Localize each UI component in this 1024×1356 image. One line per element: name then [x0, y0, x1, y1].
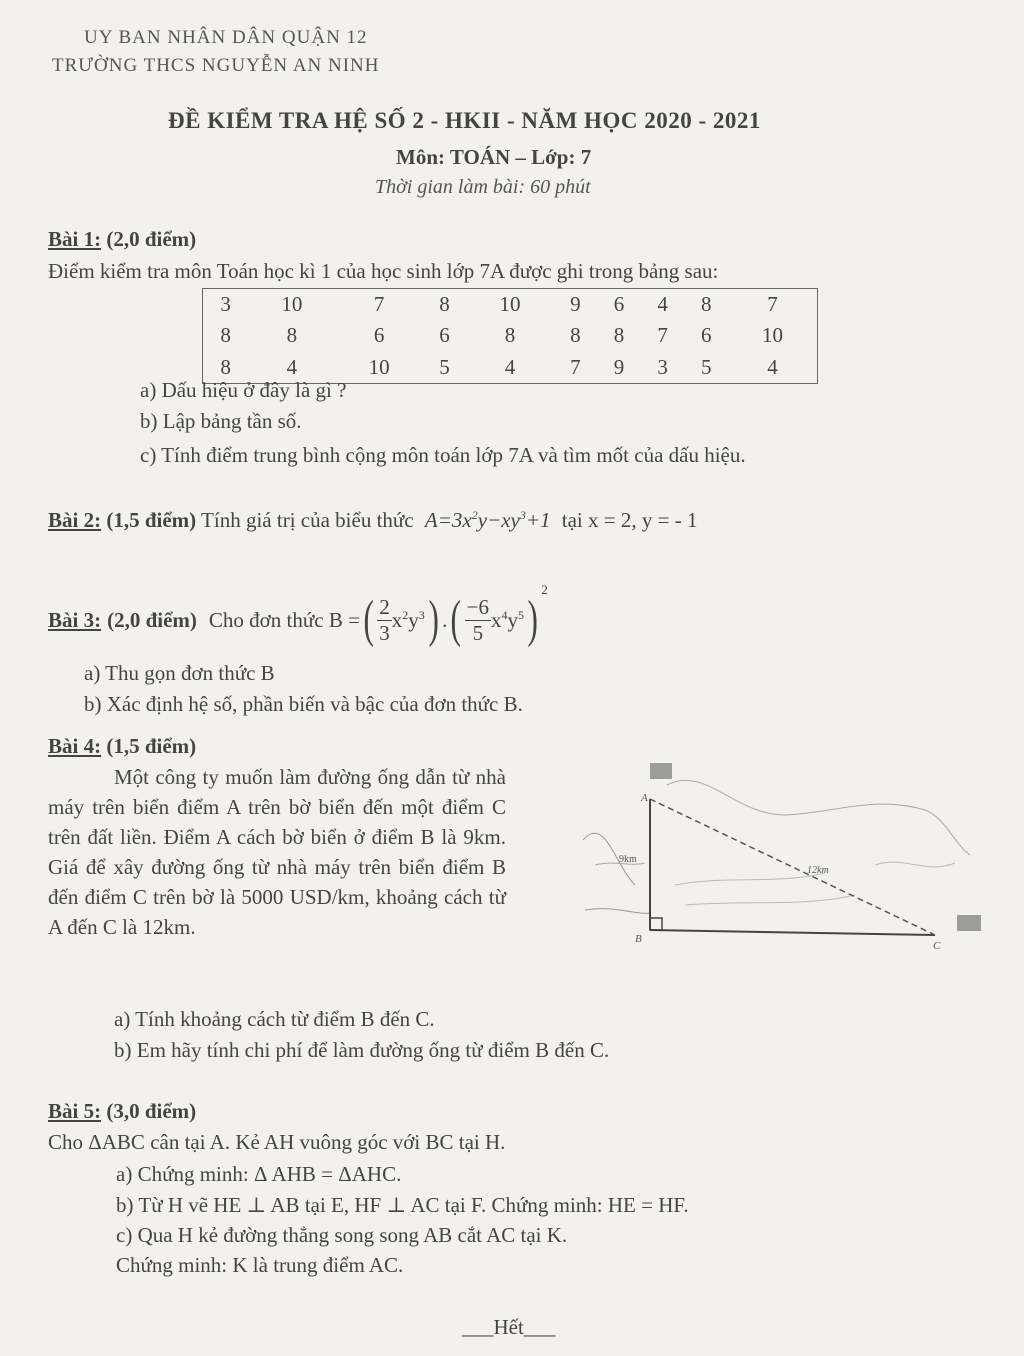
paren-close-2: ): [527, 591, 538, 648]
bai1-question-a: a) Dấu hiệu ở đây là gì ?: [140, 378, 347, 402]
table-cell: 8: [570, 323, 581, 348]
table-cell: 8: [701, 292, 712, 317]
outer-exponent: 2: [541, 582, 548, 597]
table-cell: 4: [657, 292, 668, 317]
bai1-question-b: b) Lập bảng tần số.: [140, 409, 302, 433]
expr-term2: y: [477, 508, 488, 532]
bai3-question-b: b) Xác định hệ số, phần biến và bậc của đơn thức B.: [84, 692, 523, 716]
bai3-points: (2,0 điểm): [107, 607, 197, 632]
table-cell: 10: [281, 292, 303, 317]
expr-term3: xy: [501, 508, 520, 532]
label-9km: 9km: [619, 854, 637, 865]
expr-lhs: A: [424, 508, 438, 532]
bai5-intro: Cho ΔABC cân tại A. Kẻ AH vuông góc với BC tại H.: [48, 1130, 506, 1154]
bai1-heading: [48, 227, 196, 252]
table-row: [203, 289, 818, 321]
table-cell: 3: [657, 354, 668, 379]
sea-wave-top: [667, 780, 970, 855]
segment-bc: [650, 930, 935, 935]
bai4-paragraph: Một công ty muốn làm đường ống dẫn từ nhà máy trên biển điểm A trên bờ biển đến một điểm C trên đất liền. Điểm A cách bờ biển ở điểm B là 9km. Giá để xây đường ống từ nhà máy trên biển điểm B đến điểm C trên bờ là 5000 USD/km, khoảng cách từ A đến C là 12km.: [48, 765, 506, 939]
bai5-question-b: b) Từ H vẽ HE ⊥ AB tại E, HF ⊥ AC tại F. Chứng minh: HE = HF.: [116, 1193, 689, 1217]
table-cell: 8: [286, 323, 298, 348]
table-cell: 10: [499, 292, 521, 317]
table-cell: 8: [439, 292, 450, 317]
factory-icon: [650, 763, 672, 779]
bai2-label: Bài 2:: [48, 508, 102, 532]
bai5-question-c: c) Qua H kẻ đường thẳng song song AB cắt AC tại K.: [116, 1223, 568, 1247]
table-cell: 8: [504, 323, 516, 348]
expr-minus: −: [487, 508, 502, 532]
table-cell: 5: [439, 354, 450, 379]
table-cell: 9: [570, 292, 581, 317]
sea-wave-1: [675, 873, 825, 885]
table-cell: 6: [373, 323, 385, 348]
fraction-2-3: $\frac{2}{3}$: [379, 594, 390, 645]
bai3-label: Bài 3:: [48, 607, 102, 632]
exam-title: ĐỀ KIỂM TRA HỆ SỐ 2 - HKII - NĂM HỌC 2020 - 2021: [168, 108, 761, 133]
right-angle-mark: [650, 918, 662, 930]
exam-time: Thời gian làm bài: 60 phút: [375, 176, 591, 198]
bai3-text: Cho đơn thức B =: [208, 607, 360, 632]
table-cell: 4: [767, 354, 778, 379]
table-cell: 9: [613, 354, 625, 379]
exam-subject: Môn: TOÁN – Lớp: 7: [396, 145, 592, 169]
bai5-points: (3,0 điểm): [106, 1099, 197, 1123]
school-header: TRƯỜNG THCS NGUYỄN AN NINH: [52, 55, 380, 76]
table-cell: 4: [286, 354, 298, 379]
score-table: [202, 288, 818, 384]
bai2-line: [48, 508, 697, 533]
product-dot: .: [442, 607, 448, 632]
bai5-label: Bài 5:: [48, 1099, 102, 1123]
table-cell: 7: [767, 292, 778, 317]
paren-open-2: (: [450, 591, 462, 648]
bai2-expression: [425, 508, 556, 532]
label-point-c: C: [933, 940, 941, 952]
table-cell: 4: [504, 354, 516, 379]
district-header: UY BAN NHÂN DÂN QUẬN 12: [84, 27, 368, 48]
table-cell: 3: [220, 292, 231, 317]
expr-eq: =: [437, 508, 452, 532]
factory-icon-c: [957, 915, 981, 931]
expr-plus: +1: [525, 508, 551, 532]
sea-wave-3: [875, 862, 955, 867]
paren-open-1: (: [363, 591, 374, 648]
bai1-intro: Điểm kiểm tra môn Toán học kì 1 của học sinh lớp 7A được ghi trong bảng sau:: [48, 259, 719, 283]
bai3-line: [48, 580, 548, 660]
monomial-1: $x^2y^3$: [391, 607, 425, 632]
label-point-b: B: [635, 933, 642, 945]
table-cell: 7: [570, 354, 581, 379]
table-cell: 6: [613, 292, 625, 317]
expr-exp1: 2: [471, 508, 478, 522]
table-cell: 10: [762, 323, 784, 348]
sea-wave-2: [685, 895, 855, 905]
bai2-condition: tại x = 2, y = - 1: [561, 508, 698, 532]
label-point-a: A: [641, 792, 648, 804]
table-row: [203, 320, 818, 351]
monomial-2: $x^4y^5$: [491, 607, 524, 632]
table-cell: 8: [220, 354, 231, 379]
fraction-neg6-5: $\frac{-6}{5}$: [466, 594, 489, 645]
bai2-points: (1,5 điểm): [106, 508, 197, 532]
bai5-question-c-cont: Chứng minh: K là trung điểm AC.: [116, 1253, 404, 1277]
table-cell: 5: [701, 354, 712, 379]
bai4-label: Bài 4:: [48, 734, 102, 758]
bai4-question-b: b) Em hãy tính chi phí để làm đường ống từ điểm B đến C.: [114, 1038, 610, 1062]
bai1-label: Bài 1:: [48, 227, 102, 251]
bai5-question-a: a) Chứng minh: Δ AHB = ΔAHC.: [116, 1162, 402, 1186]
table-cell: 8: [220, 323, 231, 348]
bai1-points: (2,0 điểm): [106, 227, 197, 251]
segment-ac: [650, 799, 935, 935]
table-cell: 6: [439, 323, 450, 348]
bai1-question-c: c) Tính điểm trung bình cộng môn toán lớp 7A và tìm mốt của dấu hiệu.: [140, 443, 746, 467]
bai4-heading: [48, 734, 196, 759]
table-cell: 7: [373, 292, 385, 317]
expr-term1: 3x: [451, 508, 472, 532]
pipeline-diagram: [575, 755, 985, 965]
bai3-question-a: a) Thu gọn đơn thức B: [84, 661, 275, 685]
shore-line-left: [585, 909, 650, 914]
table-cell: 6: [701, 323, 712, 348]
table-cell: 7: [657, 323, 668, 348]
end-marker: ___Hết___: [462, 1315, 556, 1339]
bai5-heading: [48, 1099, 196, 1124]
bai4-points: (1,5 điểm): [106, 734, 197, 758]
expr-exp3: 3: [519, 508, 526, 522]
bai4-question-a: a) Tính khoảng cách từ điểm B đến C.: [114, 1007, 435, 1031]
table-cell: 10: [368, 354, 390, 379]
label-12km: 12km: [807, 865, 829, 876]
bai2-text: Tính giá trị của biểu thức: [201, 508, 414, 532]
table-cell: 8: [613, 323, 625, 348]
paren-close-1: ): [428, 591, 439, 648]
